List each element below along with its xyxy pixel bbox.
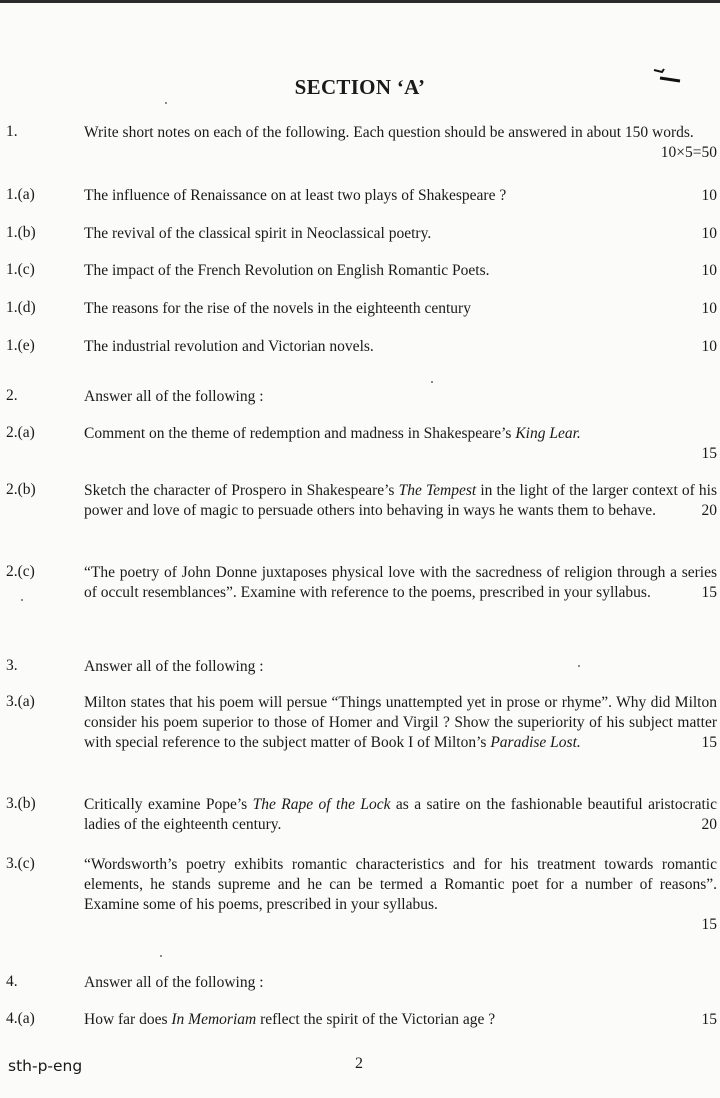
question-marks: 10: [701, 225, 717, 242]
question-marks: 10: [701, 187, 717, 204]
top-rule: [0, 0, 720, 3]
question-number: 3.(c): [6, 855, 35, 872]
speck: [431, 381, 433, 383]
question-marks: 10×5=50: [660, 144, 717, 161]
question-text: “The poetry of John Donne juxtaposes physical love with the sacredness of religion through a series of occult resemblances”. Examine with reference to the poems, prescribed in your syllabus. 15: [84, 564, 717, 601]
question-number: 1.(d): [6, 299, 36, 316]
question-marks: 10: [701, 262, 717, 279]
question-marks: 10: [701, 338, 717, 355]
speck: [21, 599, 23, 601]
paper-code: sth-p-eng: [8, 1057, 83, 1075]
question-marks: 20: [701, 816, 717, 833]
question-number: 4.(a): [6, 1010, 35, 1027]
question-number: 3.(b): [6, 795, 36, 812]
question-marks: 15: [701, 734, 717, 751]
question-number: 2.(a): [6, 424, 35, 441]
question-number: 1.: [6, 123, 18, 140]
question-text: Answer all of the following :: [84, 388, 264, 405]
question-marks: 20: [701, 502, 717, 519]
speck: [578, 665, 580, 667]
question-marks: 15: [701, 445, 717, 462]
question-marks: 15: [701, 916, 717, 933]
question-text: 15 How far does In Memoriam reflect the spirit of the Victorian age ?: [84, 1011, 717, 1028]
question-text: 10 The impact of the French Revolution on English Romantic Poets.: [84, 262, 717, 279]
question-number: 1.(c): [6, 261, 35, 278]
question-number: 4.: [6, 973, 18, 990]
question-marks: 15: [701, 1011, 717, 1028]
question-number: 1.(e): [6, 337, 35, 354]
question-number: 1.(b): [6, 224, 36, 241]
question-text: 10 The revival of the classical spirit in Neoclassical poetry.: [84, 225, 717, 242]
question-marks: 10: [701, 300, 717, 317]
question-text: 10 The influence of Renaissance on at least two plays of Shakespeare ?: [84, 187, 717, 204]
question-text: Critically examine Pope’s The Rape of the Lock as a satire on the fashionable beautiful aristocratic ladies of the eighteenth century. 20: [84, 796, 717, 833]
question-text: Answer all of the following :: [84, 658, 264, 675]
question-text: Sketch the character of Prospero in Shakespeare’s The Tempest in the light of the larger context of his power and love of magic to persuade others into behaving in ways he wants them to behave. 20: [84, 482, 717, 519]
speck: [160, 955, 162, 957]
question-number: 2.(b): [6, 481, 36, 498]
speck: [165, 102, 167, 104]
page-number: 2: [355, 1055, 363, 1072]
question-text: Milton states that his poem will persue “Things unattempted yet in prose or rhyme”. Why did Milton consider his poem superior to those of Homer and Virgil ? Show the superiority of his subject matter with special reference to the subject matter of Book I of Milton’s Paradise Lost. 15: [84, 694, 717, 751]
question-number: 2.: [6, 387, 18, 404]
section-title: SECTION ‘A’: [294, 75, 426, 99]
question-number: 1.(a): [6, 186, 35, 203]
question-text: 10 The reasons for the rise of the novels in the eighteenth century: [84, 300, 717, 317]
question-number: 2.(c): [6, 563, 35, 580]
question-text: Write short notes on each of the following. Each question should be answered in about 150 words. 10×5=50: [84, 124, 717, 161]
question-text: Answer all of the following :: [84, 974, 264, 991]
question-marks: 15: [701, 584, 717, 601]
question-text: “Wordsworth’s poetry exhibits romantic characteristics and for his treatment towards romantic elements, he stands supreme and he can be termed a Romantic poet for a number of reasons”. Examine some of his poems, prescribed in your syllabus. 15: [84, 856, 717, 933]
question-number: 3.: [6, 657, 18, 674]
question-number: 3.(a): [6, 693, 35, 710]
question-text: 10 The industrial revolution and Victorian novels.: [84, 338, 717, 355]
question-text: Comment on the theme of redemption and madness in Shakespeare’s King Lear. 15: [84, 425, 717, 462]
